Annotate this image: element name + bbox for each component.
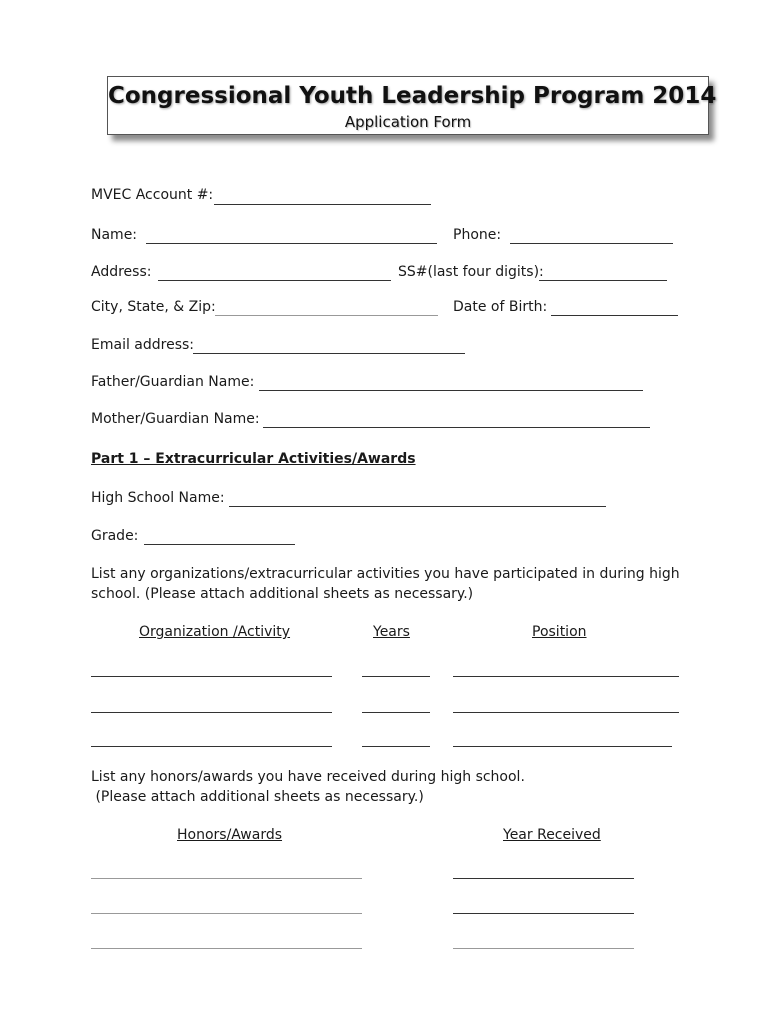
form-subtitle: Application Form	[344, 113, 472, 131]
col-years: Years	[373, 624, 410, 640]
activities-instructions-line1: List any organizations/extracurricular activities you have participated in during high	[91, 566, 680, 582]
activity-row2-years-field[interactable]	[362, 712, 430, 713]
activity-row3-years-field[interactable]	[362, 746, 430, 747]
form-header-box	[107, 76, 717, 135]
city-state-zip-label: City, State, & Zip:	[91, 299, 216, 315]
activity-row1-years-field[interactable]	[362, 676, 430, 677]
col-position: Position	[532, 624, 587, 640]
mvec-account-label: MVEC Account #:	[91, 187, 214, 203]
ssn-field[interactable]	[539, 280, 667, 281]
mvec-account-field[interactable]	[214, 204, 431, 205]
name-field[interactable]	[146, 243, 437, 244]
honor-row3-award-field[interactable]	[91, 948, 362, 949]
phone-label: Phone:	[453, 227, 502, 243]
activities-instructions-line2: school. (Please attach additional sheets as necessary.)	[91, 586, 474, 602]
honor-row3-year-field[interactable]	[453, 948, 634, 949]
high-school-label: High School Name:	[91, 490, 225, 506]
dob-field[interactable]	[551, 315, 678, 316]
activity-row1-position-field[interactable]	[453, 676, 679, 677]
high-school-field[interactable]	[229, 506, 606, 507]
phone-field[interactable]	[510, 243, 673, 244]
honor-row2-year-field[interactable]	[453, 913, 634, 914]
col-year-received: Year Received	[503, 827, 601, 843]
col-organization-activity: Organization /Activity	[139, 624, 291, 640]
email-field[interactable]	[193, 353, 465, 354]
father-label: Father/Guardian Name:	[91, 374, 255, 390]
honors-instructions-line2: (Please attach additional sheets as necessary.)	[91, 789, 424, 805]
col-honors-awards: Honors/Awards	[177, 827, 283, 843]
dob-label: Date of Birth:	[453, 299, 548, 315]
ssn-label: SS#(last four digits):	[398, 264, 544, 280]
activities-instructions	[91, 564, 680, 604]
honors-instructions	[91, 767, 525, 807]
mother-field[interactable]	[263, 427, 650, 428]
address-label: Address:	[91, 264, 152, 280]
honor-row1-award-field[interactable]	[91, 878, 362, 879]
email-label: Email address:	[91, 337, 195, 353]
mother-label: Mother/Guardian Name:	[91, 411, 260, 427]
city-state-zip-field[interactable]	[215, 315, 438, 316]
activity-row2-position-field[interactable]	[453, 712, 679, 713]
name-label: Name:	[91, 227, 138, 243]
father-field[interactable]	[259, 390, 643, 391]
honor-row1-year-field[interactable]	[453, 878, 634, 879]
activity-row3-position-field[interactable]	[453, 746, 672, 747]
activity-row2-organization-field[interactable]	[91, 712, 332, 713]
honor-row2-award-field[interactable]	[91, 913, 362, 914]
grade-label: Grade:	[91, 528, 139, 544]
part1-heading: Part 1 – Extracurricular Activities/Awards	[91, 451, 416, 467]
form-title: Congressional Youth Leadership Program 2014	[108, 83, 717, 109]
activity-row3-organization-field[interactable]	[91, 746, 332, 747]
honors-instructions-line1: List any honors/awards you have received during high school.	[91, 769, 525, 785]
grade-field[interactable]	[144, 544, 295, 545]
address-field[interactable]	[158, 280, 391, 281]
activity-row1-organization-field[interactable]	[91, 676, 332, 677]
